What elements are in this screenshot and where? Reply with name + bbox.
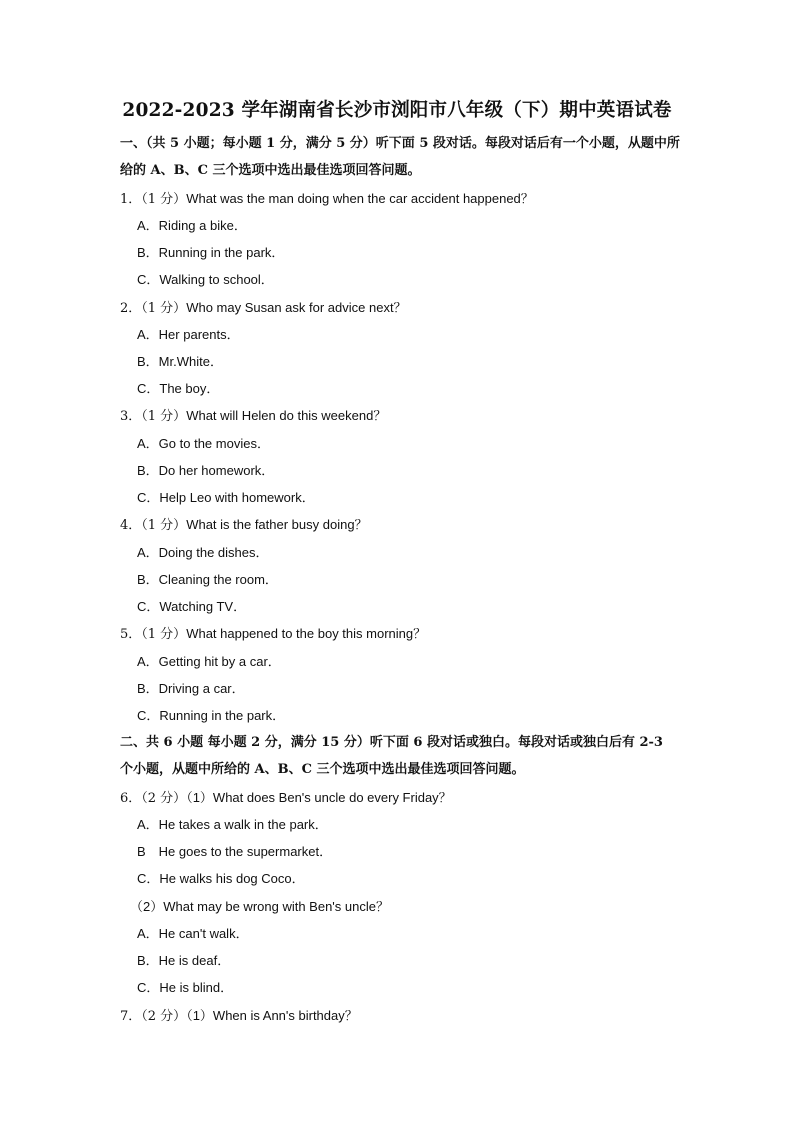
- section-2-instructions: 二、共 6 小题 每小题 2 分，满分 15 分）听下面 6 段对话或独白。每段对话或独白后有 2-3 个小题，从题中所给的 A、B、C 三个选项中选出最佳选项回答问题。: [120, 735, 663, 777]
- sub-question-text: （2）What may be wrong with Ben's uncle？: [130, 899, 389, 914]
- sub-question-text: （1）When is Ann's birthday？: [186, 1008, 358, 1023]
- option-c: C．The boy．: [137, 381, 220, 396]
- option-c: C．Watching TV．: [137, 599, 247, 614]
- question-number: 5．（1 分）: [120, 627, 187, 642]
- option-a: A．Riding a bike．: [137, 218, 247, 233]
- question-text: What will Helen do this weekend？: [186, 408, 387, 423]
- question-text: What was the man doing when the car accident happened？: [186, 191, 534, 206]
- question-7: [120, 1007, 358, 1026]
- question-3: [120, 407, 386, 426]
- option-c: C．Help Leo with homework．: [137, 490, 315, 505]
- option-b: B．Do her homework．: [137, 463, 275, 478]
- sub-question-text: （1）What does Ben's uncle do every Friday？: [186, 790, 452, 805]
- option-b: B．Mr.White．: [137, 354, 223, 369]
- option-b: B He goes to the supermarket．: [137, 844, 333, 859]
- option-b: B．Driving a car．: [137, 681, 245, 696]
- option-a: A．Doing the dishes．: [137, 545, 269, 560]
- option-c: C．He walks his dog Coco．: [137, 871, 305, 886]
- question-text: What happened to the boy this morning？: [186, 626, 427, 641]
- question-text: Who may Susan ask for advice next？: [186, 300, 407, 315]
- option-b: B．He is deaf．: [137, 953, 231, 968]
- question-number: 1．（1 分）: [120, 192, 187, 207]
- page-title: 2022-2023 学年湖南省长沙市浏阳市八年级（下）期中英语试卷: [122, 100, 672, 121]
- option-b: B．Running in the park．: [137, 245, 285, 260]
- question-number: 7．（2 分）: [120, 1009, 187, 1024]
- question-number: 6．（2 分）: [120, 791, 187, 806]
- option-b: B．Cleaning the room．: [137, 572, 278, 587]
- option-c: C．He is blind．: [137, 980, 234, 995]
- question-2: [120, 299, 407, 318]
- question-6: [120, 789, 452, 808]
- question-number: 3．（1 分）: [120, 409, 187, 424]
- option-c: C．Walking to school．: [137, 272, 274, 287]
- option-c: C．Running in the park．: [137, 708, 286, 723]
- question-1: [120, 190, 534, 209]
- section-1-instructions: 一、（共 5 小题；每小题 1 分，满分 5 分）听下面 5 段对话。每段对话后有一个小题，从题中所给的 A、B、C 三个选项中选出最佳选项回答问题。: [120, 136, 680, 178]
- question-5: [120, 625, 426, 644]
- option-a: A．He can't walk．: [137, 926, 249, 941]
- question-text: What is the father busy doing？: [186, 517, 368, 532]
- option-a: A．Go to the movies．: [137, 436, 270, 451]
- question-4: [120, 516, 368, 535]
- option-a: A．Getting hit by a car．: [137, 654, 281, 669]
- question-number: 2．（1 分）: [120, 301, 187, 316]
- option-a: A．Her parents．: [137, 327, 240, 342]
- question-number: 4．（1 分）: [120, 518, 187, 533]
- option-a: A．He takes a walk in the park．: [137, 817, 328, 832]
